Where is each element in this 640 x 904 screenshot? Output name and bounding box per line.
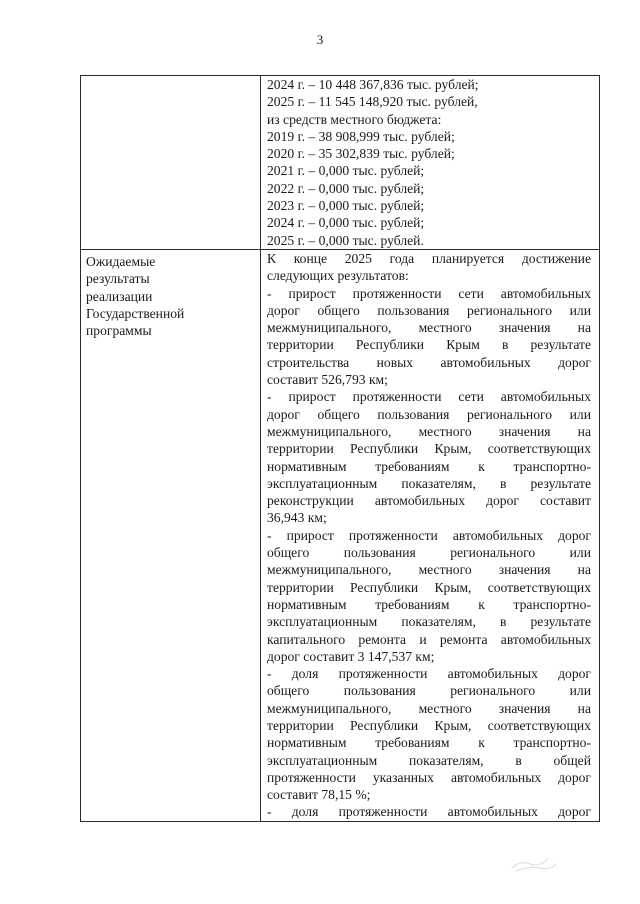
results-line: дорог составит 3 147,537 км; (267, 648, 435, 664)
results-line: нормативным требованиям к транспортно- (267, 596, 591, 612)
funding-line: 2024 г. – 10 448 367,836 тыс. рублей; (267, 77, 479, 92)
results-line: - прирост протяженности автомобильных дорог (267, 527, 591, 543)
scan-artifact-mark (510, 852, 558, 874)
results-line: 36,943 км; (267, 510, 327, 526)
funding-row (81, 76, 600, 250)
results-lines (261, 250, 599, 821)
results-line: К конце 2025 года планируется достижение (267, 250, 591, 266)
results-line: - доля протяженности автомобильных дорог (267, 804, 591, 820)
results-line: территории Республики Крым, соответствующих (267, 579, 591, 595)
funding-line: 2021 г. – 0,000 тыс. рублей; (267, 163, 425, 179)
results-line: - доля протяженности автомобильных дорог (267, 666, 591, 682)
results-line: территории Республики Крым, соответствующих (267, 441, 591, 457)
results-line: нормативным требованиям к транспортно- (267, 735, 591, 751)
results-line: общего пользования регионального или (267, 683, 591, 699)
results-line: составит 78,15 %; (267, 787, 371, 803)
funding-line: 2025 г. – 0,000 тыс. рублей. (267, 232, 424, 248)
results-line: нормативным требованиям к транспортно- (267, 458, 591, 474)
results-line: реконструкции автомобильных дорог составит (267, 493, 591, 509)
funding-line: из средств местного бюджета: (267, 111, 442, 127)
results-line: - прирост протяженности сети автомобильных (267, 389, 591, 405)
results-label-line: результаты (86, 271, 150, 287)
results-line: территории Республики Крым, соответствующих (267, 717, 591, 733)
results-line: дорог общего пользования регионального или (267, 406, 591, 422)
funding-label-cell (81, 76, 261, 250)
program-table (80, 75, 600, 822)
results-line: межмуниципального, местного значения на (267, 700, 591, 716)
funding-line: 2025 г. – 11 545 148,920 тыс. рублей, (267, 94, 478, 110)
funding-line: 2020 г. – 35 302,839 тыс. рублей; (267, 146, 455, 162)
funding-line: 2024 г. – 0,000 тыс. рублей; (267, 215, 425, 231)
results-row (81, 249, 600, 821)
funding-line: 2019 г. – 38 908,999 тыс. рублей; (267, 128, 455, 144)
results-line: эксплуатационным показателям, в общей (267, 752, 591, 768)
results-line: межмуниципального, местного значения на (267, 423, 591, 439)
results-line: капитального ремонта и ремонта автомобильных (267, 631, 591, 647)
results-line: эксплуатационным показателям, в результате (267, 475, 591, 491)
results-line: протяженности указанных автомобильных дорог (267, 769, 591, 785)
results-label-line: Государственной (86, 305, 185, 321)
results-line: межмуниципального, местного значения на (267, 562, 591, 578)
page-number: 3 (316, 32, 324, 47)
results-line: эксплуатационным показателям, в результате (267, 614, 591, 630)
funding-line: 2022 г. – 0,000 тыс. рублей; (267, 180, 425, 196)
results-line: составит 526,793 км; (267, 372, 388, 388)
results-line: - прирост протяженности сети автомобильных (267, 285, 591, 301)
results-label-line: Ожидаемые (86, 253, 156, 269)
funding-value-cell (261, 76, 600, 250)
funding-line: 2023 г. – 0,000 тыс. рублей; (267, 198, 425, 214)
results-line: дорог общего пользования регионального или (267, 302, 591, 318)
results-label (86, 253, 256, 339)
results-value-cell (261, 249, 600, 821)
results-line: строительства новых автомобильных дорог (267, 354, 591, 370)
results-label-cell (81, 249, 261, 821)
results-line: межмуниципального, местного значения на (267, 320, 591, 336)
funding-lines (261, 76, 599, 249)
results-label-line: реализации (86, 288, 153, 304)
results-line: следующих результатов: (267, 268, 409, 284)
results-line: общего пользования регионального или (267, 545, 591, 561)
results-line: территории Республики Крым в результате (267, 337, 591, 353)
results-label-line: программы (86, 323, 152, 339)
